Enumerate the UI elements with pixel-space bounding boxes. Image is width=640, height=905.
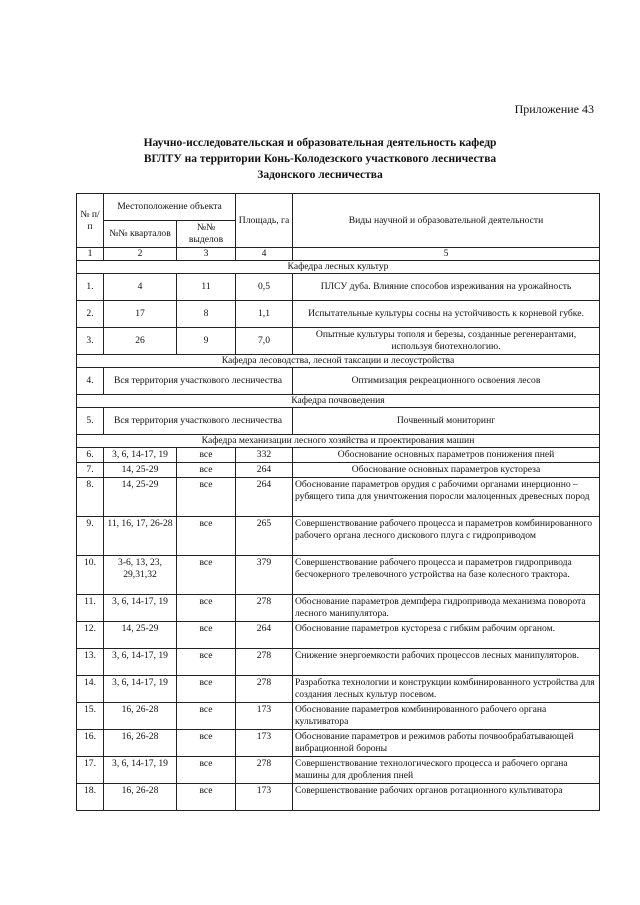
row-number: 9. <box>77 517 104 556</box>
area-cell: 265 <box>236 517 293 556</box>
table-row <box>77 595 600 622</box>
plots-cell: все <box>177 448 236 463</box>
area-cell: 0,5 <box>236 274 293 301</box>
column-numbers-row <box>77 248 600 261</box>
header-activity: Виды научной и образовательной деятельности <box>293 194 600 248</box>
row-number: 2. <box>77 301 104 328</box>
area-cell: 173 <box>236 730 293 757</box>
row-number: 6. <box>77 448 104 463</box>
area-cell: 379 <box>236 556 293 595</box>
title-line-1: Научно-исследовательская и образовательная деятельность кафедр <box>143 137 497 149</box>
table-body <box>77 261 600 811</box>
activity-cell: Совершенствование рабочих органов ротационного культиватора <box>293 784 600 811</box>
plots-cell: все <box>177 730 236 757</box>
plots-cell: все <box>177 517 236 556</box>
section-row <box>77 261 600 274</box>
area-cell: 1,1 <box>236 301 293 328</box>
quarters-cell: 3, 6, 14-17, 19 <box>104 649 177 676</box>
area-cell: 264 <box>236 622 293 649</box>
table-row <box>77 517 600 556</box>
section-title: Кафедра почвоведения <box>77 395 600 408</box>
row-number: 17. <box>77 757 104 784</box>
plots-cell: все <box>177 703 236 730</box>
plots-cell: все <box>177 622 236 649</box>
activity-cell: Обоснование параметров комбинированного рабочего органа культиватора <box>293 703 600 730</box>
row-number: 14. <box>77 676 104 703</box>
area-cell: 332 <box>236 448 293 463</box>
row-number: 5. <box>77 408 104 435</box>
table-row <box>77 649 600 676</box>
activity-cell: Обоснование основных параметров кустореза <box>293 463 600 478</box>
plots-cell: все <box>177 676 236 703</box>
area-cell: 173 <box>236 784 293 811</box>
table-row <box>77 676 600 703</box>
location-merged: Вся территория участкового лесничества <box>104 408 293 435</box>
activity-cell: Испытательные культуры сосны на устойчивость к корневой губке. <box>293 301 600 328</box>
table-row <box>77 408 600 435</box>
quarters-cell: 3-6, 13, 23, 29,31,32 <box>104 556 177 595</box>
quarters-cell: 16, 26-28 <box>104 784 177 811</box>
title-line-2: ВГЛТУ на территории Конь-Колодезского участкового лесничества <box>143 153 497 165</box>
area-cell: 278 <box>236 649 293 676</box>
section-title: Кафедра механизации лесного хозяйства и проектирования машин <box>77 435 600 448</box>
quarters-cell: 16, 26-28 <box>104 730 177 757</box>
plots-cell: все <box>177 649 236 676</box>
table-row <box>77 274 600 301</box>
col-number: 4 <box>236 248 293 261</box>
plots-cell: все <box>177 556 236 595</box>
activity-cell: Совершенствование технологического процесса и рабочего органа машины для дробления пней <box>293 757 600 784</box>
activity-cell: Оптимизация рекреационного освоения лесов <box>293 368 600 395</box>
plots-cell: все <box>177 478 236 517</box>
area-cell: 173 <box>236 703 293 730</box>
quarters-cell: 14, 25-29 <box>104 478 177 517</box>
title-line-3: Задонского лесничества <box>257 169 383 181</box>
document-title <box>70 135 570 183</box>
quarters-cell: 17 <box>104 301 177 328</box>
col-number: 3 <box>177 248 236 261</box>
quarters-cell: 14, 25-29 <box>104 463 177 478</box>
header-plots: №№ выделов <box>177 221 236 248</box>
quarters-cell: 3, 6, 14-17, 19 <box>104 595 177 622</box>
quarters-cell: 3, 6, 14-17, 19 <box>104 676 177 703</box>
table-row <box>77 757 600 784</box>
activity-cell: Совершенствование рабочего процесса и параметров комбинированного рабочего органа лесного дискового плуга с гидроприводом <box>293 517 600 556</box>
row-number: 4. <box>77 368 104 395</box>
quarters-cell: 11, 16, 17, 26-28 <box>104 517 177 556</box>
appendix-label: Приложение 43 <box>514 102 594 116</box>
section-row <box>77 355 600 368</box>
header-quarters: №№ кварталов <box>104 221 177 248</box>
plots-cell: 11 <box>177 274 236 301</box>
header-row-1 <box>77 194 600 221</box>
area-cell: 264 <box>236 463 293 478</box>
table-row <box>77 703 600 730</box>
activity-cell: Разработка технологии и конструкции комбинированного устройства для создания лесных культур посевом. <box>293 676 600 703</box>
quarters-cell: 26 <box>104 328 177 355</box>
table-row <box>77 463 600 478</box>
row-number: 18. <box>77 784 104 811</box>
row-number: 8. <box>77 478 104 517</box>
section-row <box>77 395 600 408</box>
row-number: 16. <box>77 730 104 757</box>
header-area: Площадь, га <box>236 194 293 248</box>
section-title: Кафедра лесных культур <box>77 261 600 274</box>
plots-cell: все <box>177 463 236 478</box>
col-number: 2 <box>104 248 177 261</box>
table-row <box>77 368 600 395</box>
area-cell: 278 <box>236 757 293 784</box>
col-number: 5 <box>293 248 600 261</box>
area-cell: 278 <box>236 676 293 703</box>
row-number: 15. <box>77 703 104 730</box>
row-number: 1. <box>77 274 104 301</box>
activity-cell: Совершенствование рабочего процесса и параметров гидропривода бесчокерного трелевочного устройства на базе колесного трактора. <box>293 556 600 595</box>
table-row <box>77 622 600 649</box>
row-number: 11. <box>77 595 104 622</box>
area-cell: 278 <box>236 595 293 622</box>
activity-cell: Почвенный мониторинг <box>293 408 600 435</box>
table-row <box>77 784 600 811</box>
row-number: 13. <box>77 649 104 676</box>
section-title: Кафедра лесоводства, лесной таксации и лесоустройства <box>77 355 600 368</box>
activity-cell: Обоснование параметров демпфера гидропривода механизма поворота лесного манипулятора. <box>293 595 600 622</box>
header-num: № п/п <box>77 194 104 248</box>
section-row <box>77 435 600 448</box>
activity-cell: ПЛСУ дуба. Влияние способов изреживания на урожайность <box>293 274 600 301</box>
table-row <box>77 301 600 328</box>
quarters-cell: 14, 25-29 <box>104 622 177 649</box>
table-row <box>77 448 600 463</box>
activity-cell: Опытные культуры тополя и березы, созданные регенерантами, используя биотехнологию. <box>293 328 600 355</box>
table-row <box>77 556 600 595</box>
header-location: Местоположение объекта <box>104 194 236 221</box>
area-cell: 264 <box>236 478 293 517</box>
row-number: 10. <box>77 556 104 595</box>
location-merged: Вся территория участкового лесничества <box>104 368 293 395</box>
row-number: 12. <box>77 622 104 649</box>
row-number: 3. <box>77 328 104 355</box>
row-number: 7. <box>77 463 104 478</box>
activity-cell: Обоснование основных параметров понижения пней <box>293 448 600 463</box>
quarters-cell: 16, 26-28 <box>104 703 177 730</box>
plots-cell: все <box>177 757 236 784</box>
table-row <box>77 478 600 517</box>
plots-cell: 8 <box>177 301 236 328</box>
table-row <box>77 730 600 757</box>
activities-table <box>76 193 600 811</box>
col-number: 1 <box>77 248 104 261</box>
quarters-cell: 3, 6, 14-17, 19 <box>104 448 177 463</box>
plots-cell: 9 <box>177 328 236 355</box>
table-row <box>77 328 600 355</box>
quarters-cell: 4 <box>104 274 177 301</box>
activity-cell: Обоснование параметров кустореза с гибким рабочим органом. <box>293 622 600 649</box>
area-cell: 7,0 <box>236 328 293 355</box>
activity-cell: Обоснование параметров и режимов работы почвообрабатывающей вибрационной бороны <box>293 730 600 757</box>
quarters-cell: 3, 6, 14-17, 19 <box>104 757 177 784</box>
plots-cell: все <box>177 784 236 811</box>
activity-cell: Обоснование параметров орудия с рабочими органами инерционно – рубящего типа для уничтожения поросли малоценных древесных пород <box>293 478 600 517</box>
plots-cell: все <box>177 595 236 622</box>
activity-cell: Снижение энергоемкости рабочих процессов лесных манипуляторов. <box>293 649 600 676</box>
